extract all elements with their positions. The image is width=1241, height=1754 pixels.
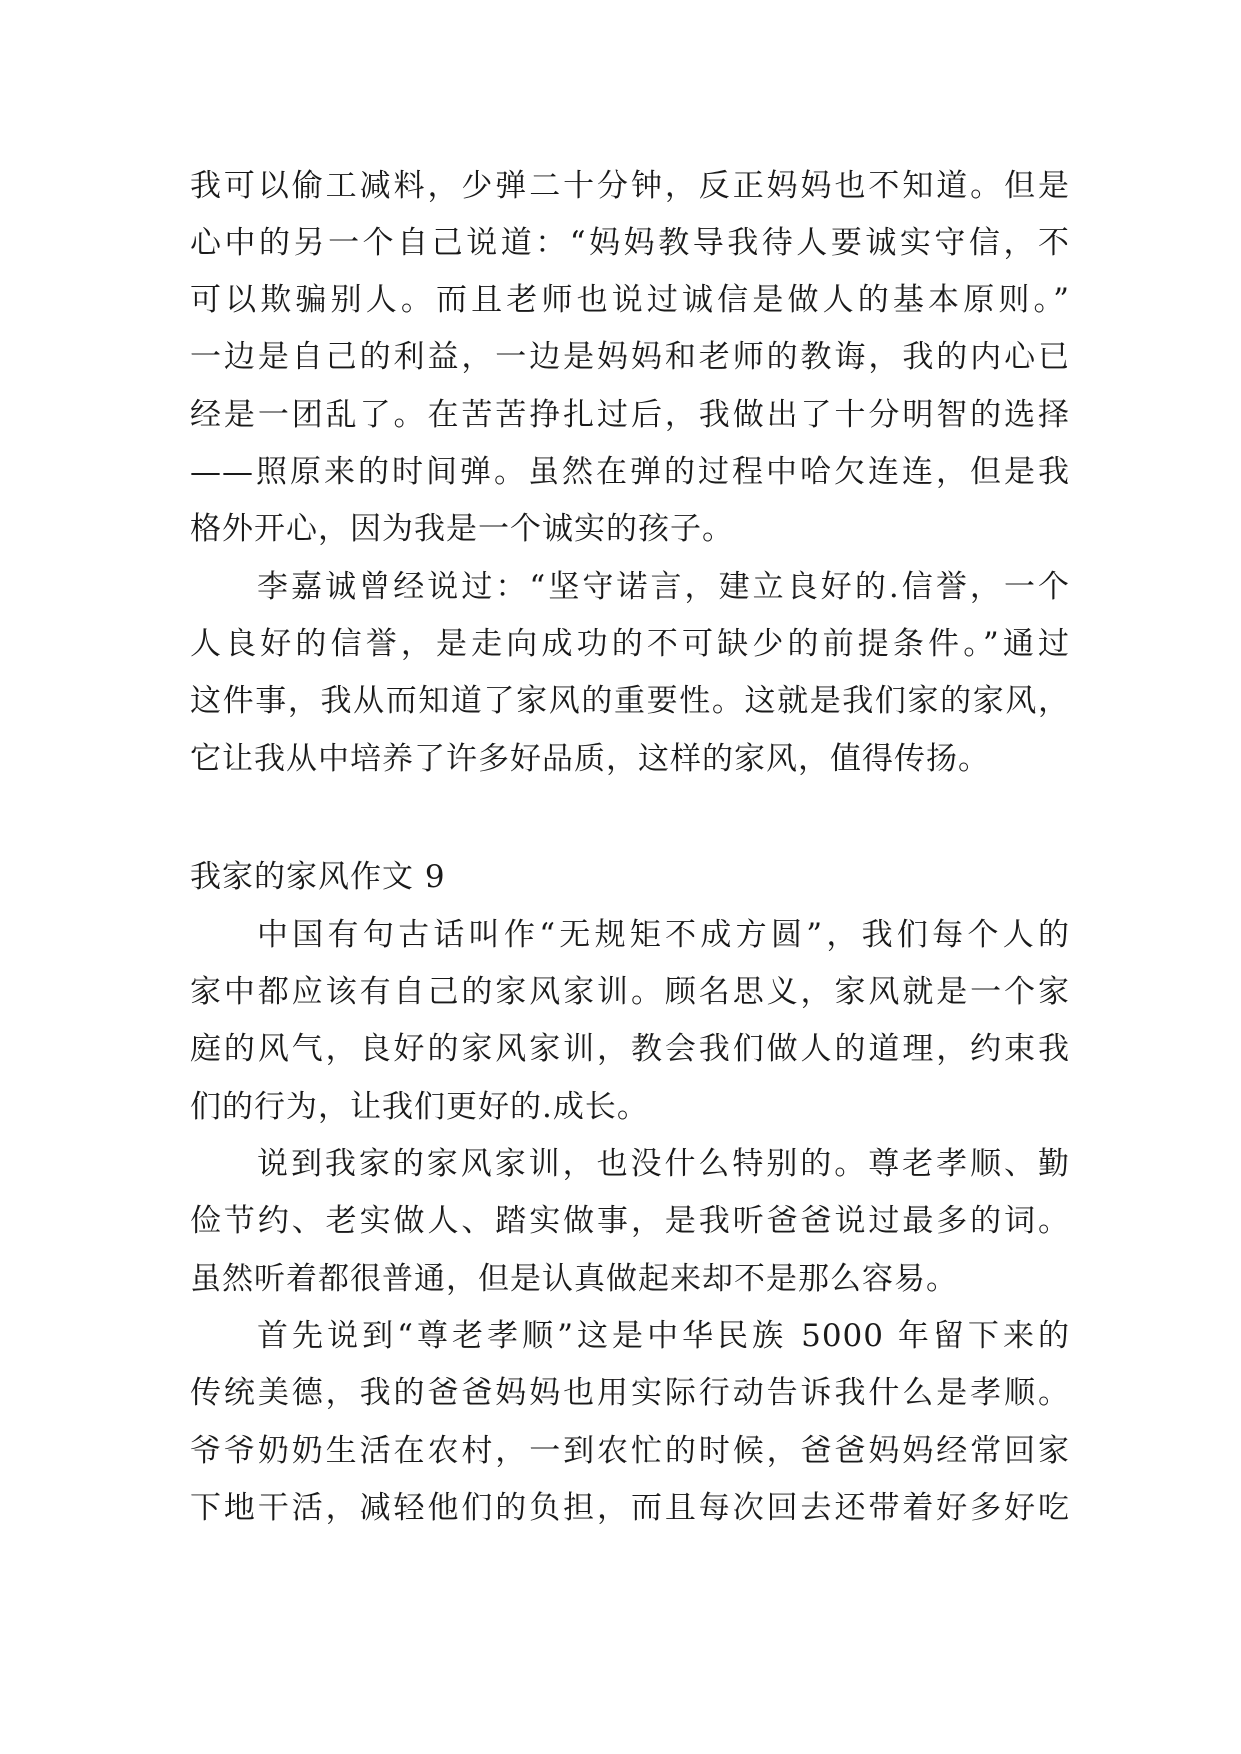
text-line: 们的行为，让我们更好的.成长。 xyxy=(190,1089,649,1125)
text-line: 一边是自己的利益，一边是妈妈和老师的教诲，我的内心已 xyxy=(190,339,1070,375)
text-line: 我可以偷工减料，少弹二十分钟，反正妈妈也不知道。但是 xyxy=(190,168,1070,204)
text-line: 人良好的信誉，是走向成功的不可缺少的前提条件。”通过 xyxy=(190,626,1070,662)
text-line: 传统美德，我的爸爸妈妈也用实际行动告诉我什么是孝顺。 xyxy=(190,1375,1070,1411)
text-line: 它让我从中培养了许多好品质，这样的家风，值得传扬。 xyxy=(190,741,990,777)
text-line: 下地干活，减轻他们的负担，而且每次回去还带着好多好吃 xyxy=(190,1490,1070,1526)
text-line: 可以欺骗别人。而且老师也说过诚信是做人的基本原则。” xyxy=(190,282,1070,318)
text-line: 爷爷奶奶生活在农村，一到农忙的时候，爸爸妈妈经常回家 xyxy=(190,1433,1070,1469)
paragraph-first-line: 李嘉诚曾经说过：“坚守诺言，建立良好的.信誉，一个 xyxy=(257,569,1070,605)
text-line: 虽然听着都很普通，但是认真做起来却不是那么容易。 xyxy=(190,1261,958,1297)
text-line: 经是一团乱了。在苦苦挣扎过后，我做出了十分明智的选择 xyxy=(190,397,1070,433)
text-line: ——照原来的时间弹。虽然在弹的过程中哈欠连连，但是我 xyxy=(190,454,1070,490)
text-line: 庭的风气，良好的家风家训，教会我们做人的道理，约束我 xyxy=(190,1031,1070,1067)
text-line: 心中的另一个自己说道：“妈妈教导我待人要诚实守信，不 xyxy=(190,225,1070,261)
section-title: 我家的家风作文 9 xyxy=(190,859,446,895)
paragraph-first-line: 首先说到“尊老孝顺”这是中华民族 5000 年留下来的 xyxy=(257,1318,1070,1354)
paragraph-first-line: 说到我家的家风家训，也没什么特别的。尊老孝顺、勤 xyxy=(257,1146,1070,1182)
text-line: 俭节约、老实做人、踏实做事，是我听爸爸说过最多的词。 xyxy=(190,1203,1070,1239)
paragraph-first-line: 中国有句古话叫作“无规矩不成方圆”，我们每个人的 xyxy=(257,917,1070,953)
text-line: 家中都应该有自己的家风家训。顾名思义，家风就是一个家 xyxy=(190,974,1070,1010)
text-line: 格外开心，因为我是一个诚实的孩子。 xyxy=(190,511,734,547)
text-line: 这件事，我从而知道了家风的重要性。这就是我们家的家风， xyxy=(190,683,1070,719)
